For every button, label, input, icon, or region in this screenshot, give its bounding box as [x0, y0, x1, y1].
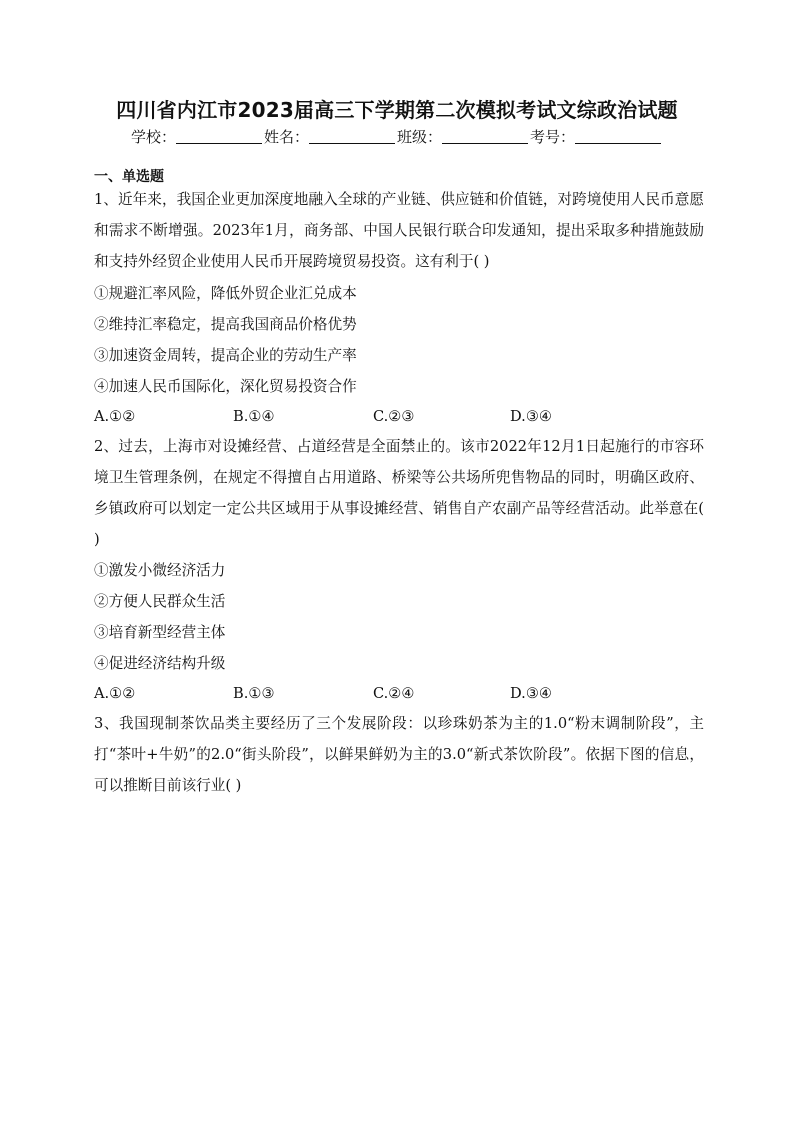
question-2-choices: [94, 678, 704, 709]
question-1-choice-d: D.③④: [510, 408, 552, 425]
question-2-choice-d: D.③④: [510, 685, 552, 702]
exam-no-blank: [575, 128, 661, 144]
question-1-choice-c: C.②③: [373, 408, 415, 425]
section-heading: 一、单选题: [94, 169, 164, 185]
question-2-stem: 2、过去，上海市对设摊经营、占道经营是全面禁止的。该市2022年12月1日起施行的市容环境卫生管理条例，在规定不得擅自占用道路、桥梁等公共场所兜售物品的同时，明确区政府、乡镇政府可以划定一定公共区域用于从事设摊经营、销售自产农副产品等经营活动。此举意在( ): [94, 438, 704, 548]
question-2-option-4: ④促进经济结构升级: [94, 655, 226, 672]
question-1-option-4: ④加速人民币国际化，深化贸易投资合作: [94, 378, 357, 395]
school-label: 学校：: [130, 128, 176, 146]
class-label: 班级：: [397, 128, 443, 146]
question-1-choice-a: A.①②: [94, 408, 136, 425]
question-2-choice-b: B.①③: [233, 685, 275, 702]
question-1-choices: [94, 401, 704, 432]
question-2-option-1: ①激发小微经济活力: [94, 562, 226, 579]
question-1-option-1: ①规避汇率风险，降低外贸企业汇兑成本: [94, 285, 357, 302]
question-2-choice-c: C.②④: [373, 685, 415, 702]
name-blank: [309, 128, 395, 144]
question-1-stem: 1、近年来，我国企业更加深度地融入全球的产业链、供应链和价值链，对跨境使用人民币意愿和需求不断增强。2023年1月，商务部、中国人民银行联合印发通知，提出采取多种措施鼓励和支持外经贸企业使用人民币开展跨境贸易投资。这有利于( ): [94, 191, 704, 270]
question-3-stem: 3、我国现制茶饮品类主要经历了三个发展阶段：以珍珠奶茶为主的1.0“粉末调制阶段”，主打“茶叶+牛奶”的2.0“街头阶段”，以鲜果鲜奶为主的3.0“新式茶饮阶段”。依据下图的信息，可以推断目前该行业( ): [94, 715, 704, 794]
exam-no-label: 考号：: [530, 128, 576, 146]
page-title: 四川省内江市2023届高三下学期第二次模拟考试文综政治试题: [116, 98, 678, 122]
question-2-option-2: ②方便人民群众生活: [94, 593, 226, 610]
question-1-option-2: ②维持汇率稳定，提高我国商品价格优势: [94, 316, 357, 333]
name-label: 姓名：: [263, 128, 309, 146]
school-blank: [176, 128, 262, 144]
question-2-option-3: ③培育新型经营主体: [94, 624, 226, 641]
question-2-choice-a: A.①②: [94, 685, 136, 702]
student-info-row: [0, 126, 794, 147]
question-1-choice-b: B.①④: [233, 408, 275, 425]
question-1-option-3: ③加速资金周转，提高企业的劳动生产率: [94, 347, 357, 364]
class-blank: [442, 128, 528, 144]
